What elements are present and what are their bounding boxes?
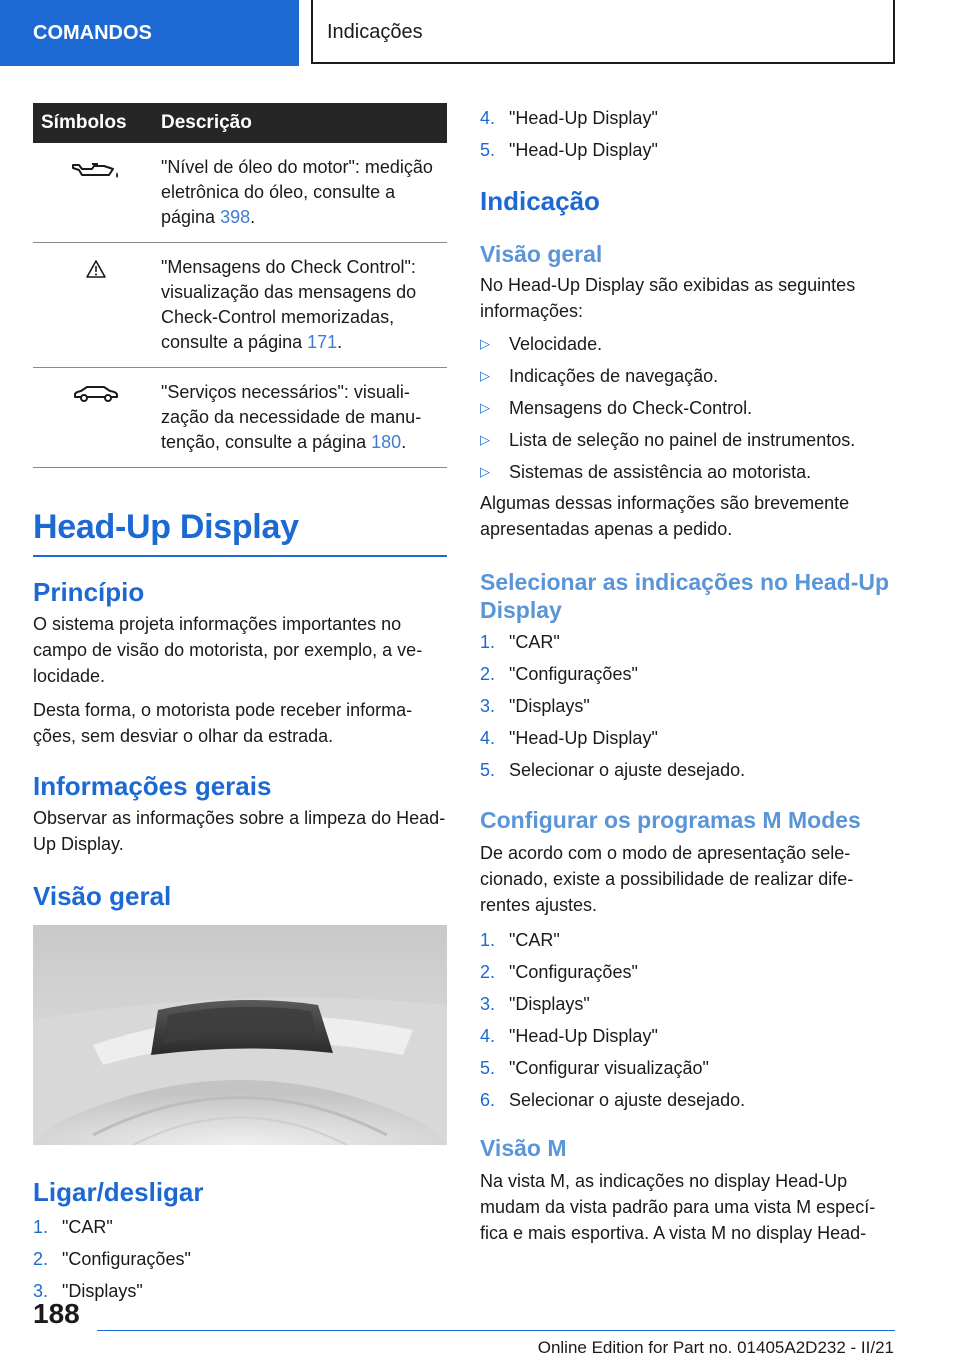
list-item: 2. "Configurações" — [33, 1249, 191, 1269]
list-item: 1. "CAR" — [33, 1217, 113, 1237]
continued-steps — [480, 102, 894, 166]
oil-level-icon — [70, 159, 122, 181]
paragraph: Algumas dessas informações são brevemente apresentadas apenas a pedido. — [480, 493, 850, 539]
list-item: ▷ Velocidade. — [480, 334, 603, 354]
ligar-steps — [33, 1211, 447, 1307]
right-column — [480, 103, 894, 1246]
list-item: ▷ Lista de seleção no painel de instrumentos. — [480, 430, 856, 450]
list-item: ▷ Mensagens do Check-Control. — [480, 398, 753, 418]
list-item: 3. "Displays" — [480, 994, 590, 1014]
page-link[interactable]: 180 — [371, 432, 402, 452]
heading-visao-geral: Visão geral — [33, 881, 172, 911]
paragraph: Desta forma, o motorista pode receber informações, sem desviar o olhar da estrada. — [33, 700, 413, 746]
paragraph: De acordo com o modo de apresentação selecionado, existe a possibilidade de realizar diferentes ajustes. — [480, 843, 854, 915]
symbols-table — [33, 103, 447, 468]
paragraph: Na vista M, as indicações no display Head-Up mudam da vista padrão para uma vista M específica e mais esportiva. A vista M no display Head- — [480, 1171, 876, 1243]
table-header-row — [33, 103, 447, 143]
list-item: 4. "Head-Up Display" — [480, 108, 658, 128]
table-row — [33, 243, 447, 368]
list-item: 3. "Displays" — [33, 1281, 143, 1301]
config-steps — [480, 924, 894, 1116]
paragraph: O sistema projeta informações importantes no campo de visão do motorista, por exemplo, a velocidade. — [33, 614, 423, 686]
left-column — [33, 103, 447, 1307]
selecionar-steps — [480, 626, 894, 786]
page-link[interactable]: 171 — [307, 332, 338, 352]
page-header — [0, 0, 960, 66]
list-item: 2. "Configurações" — [480, 664, 638, 684]
list-item: 5. Selecionar o ajuste desejado. — [480, 760, 746, 780]
description-cell: "Serviços necessários": visualização da necessidade de manutenção, consulte a página 180. — [158, 368, 447, 468]
heading-visao-geral: Visão geral — [480, 241, 603, 267]
heading-principio: Princípio — [33, 577, 145, 607]
page-link[interactable]: 398 — [220, 207, 251, 227]
list-item: 5. "Head-Up Display" — [480, 140, 658, 160]
warning-triangle-icon — [85, 259, 107, 279]
paragraph: Observar as informações sobre a limpeza do Head-Up Display. — [33, 808, 446, 854]
info-bullets — [480, 328, 894, 488]
chapter-label: Indicações — [311, 0, 895, 64]
heading-informacoes-gerais: Informações gerais — [33, 771, 272, 801]
list-item: ▷ Indicações de navegação. — [480, 366, 719, 386]
col-header-symbols: Símbolos — [33, 103, 158, 143]
page-number: 188 — [33, 1298, 80, 1329]
list-item: 5. "Configurar visualização" — [480, 1058, 709, 1078]
list-item: 3. "Displays" — [480, 696, 590, 716]
head-up-display-photo — [33, 925, 447, 1145]
list-item: 1. "CAR" — [480, 930, 560, 950]
service-car-icon — [72, 384, 120, 404]
paragraph: No Head-Up Display são exibidas as seguintes informações: — [480, 275, 856, 321]
footer-divider — [97, 1330, 895, 1331]
list-item: 6. Selecionar o ajuste desejado. — [480, 1090, 746, 1110]
table-row — [33, 143, 447, 243]
main-title: Head-Up Display — [33, 508, 447, 557]
col-header-description: Descrição — [158, 103, 447, 143]
heading-ligar-desligar: Ligar/desligar — [33, 1177, 204, 1207]
heading-selecionar-indicacoes: Selecionar as indicações no Head-Up Display — [480, 569, 890, 623]
heading-indicacao: Indicação — [480, 186, 600, 216]
description-cell: "Nível de óleo do motor": medição eletrônica do óleo, consulte a página 398. — [158, 143, 447, 243]
symbol-cell — [33, 368, 158, 468]
description-cell: "Mensagens do Check Control": visualização das mensagens do Check-Control memorizadas, consulte a página 171. — [158, 243, 447, 368]
edition-note: Online Edition for Part no. 01405A2D232 - II/21 — [537, 1338, 894, 1357]
list-item: 4. "Head-Up Display" — [480, 1026, 658, 1046]
table-row — [33, 368, 447, 468]
symbol-cell — [33, 143, 158, 243]
list-item: 2. "Configurações" — [480, 962, 638, 982]
heading-configurar-m-modes: Configurar os programas M Modes — [480, 807, 861, 833]
list-item: 1. "CAR" — [480, 632, 560, 652]
list-item: ▷ Sistemas de assistência ao motorista. — [480, 462, 812, 482]
section-label: COMANDOS — [0, 0, 299, 66]
symbol-cell — [33, 243, 158, 368]
heading-visao-m: Visão M — [480, 1135, 567, 1161]
list-item: 4. "Head-Up Display" — [480, 728, 658, 748]
